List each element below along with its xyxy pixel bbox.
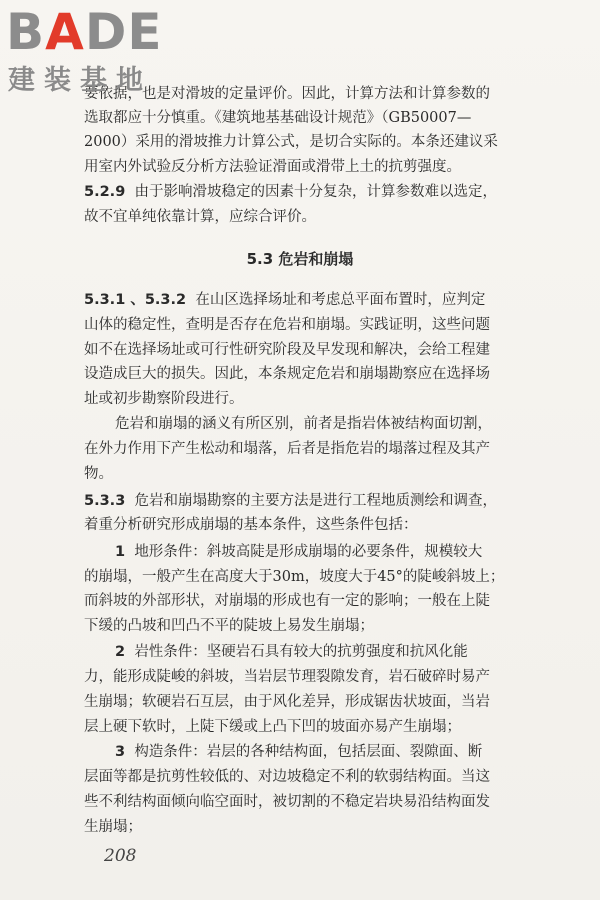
text-line: 山体的稳定性，查明是否存在危岩和崩塌。实践证明，这些问题 — [84, 317, 490, 333]
text-line: 设造成巨大的损失。因此，本条规定危岩和崩塌勘察应在选择场 — [84, 366, 490, 382]
list-item-2: 2 岩性条件：坚硬岩石具有较大的抗剪强度和抗风化能 — [115, 644, 468, 660]
text-line: 下缓的凸坡和凹凸不平的陡坡上易发生崩塌； — [84, 618, 374, 634]
text-line: 层上硬下软时，上陡下缓或上凸下凹的坡面亦易产生崩塌； — [84, 719, 461, 735]
logo-wordmark: BADE — [6, 3, 163, 61]
item-number: 3 — [115, 744, 126, 760]
item-number: 2 — [115, 644, 126, 660]
text-line: 着重分析研究形成崩塌的基本条件，这些条件包括： — [84, 517, 418, 533]
text-line: 层面等都是抗剪性较低的、对边坡稳定不利的软弱结构面。当这 — [84, 769, 490, 785]
section-heading: 5.3 危岩和崩塌 — [246, 250, 354, 268]
list-item-1: 1 地形条件：斜坡高陡是形成崩塌的必要条件，规模较大 — [115, 544, 483, 560]
text-line: 故不宜单纯依靠计算，应综合评价。 — [84, 209, 316, 225]
logo-subtitle: 建装基地 — [8, 65, 152, 96]
item-number: 1 — [115, 544, 126, 560]
text-line: 生崩塌； — [84, 819, 142, 835]
text-line: 2000）采用的滑坡推力计算公式，是切合实际的。本条还建议采 — [84, 134, 498, 150]
page-number: 208 — [104, 846, 137, 866]
text-line: 危岩和崩塌的涵义有所区别，前者是指岩体被结构面切割， — [115, 416, 492, 432]
text-line: 要依据，也是对滑坡的定量评价。因此，计算方法和计算参数的 — [84, 86, 490, 102]
clause-5-3-3: 5.3.3 危岩和崩塌勘察的主要方法是进行工程地质测绘和调查， — [84, 493, 498, 509]
text-line: 些不利结构面倾向临空面时，被切割的不稳定岩块易沿结构面发 — [84, 794, 490, 810]
text-line: 用室内外试验反分析方法验证滑面或滑带上土的抗剪强度。 — [84, 159, 461, 175]
clause-5-2-9: 5.2.9 由于影响滑坡稳定的因素十分复杂，计算参数难以选定， — [84, 184, 498, 200]
clause-number: 5.2.9 — [84, 184, 126, 200]
clause-number: 5.3.1 、5.3.2 — [84, 292, 187, 308]
text-line: 生崩塌；软硬岩石互层，由于风化差异，形成锯齿状坡面，当岩 — [84, 694, 490, 710]
text-line: 选取都应十分慎重。《建筑地基基础设计规范》（GB50007— — [84, 110, 472, 126]
clause-5-3-1: 5.3.1 、5.3.2 在山区选择场址和考虑总平面布置时，应判定 — [84, 292, 486, 308]
text-line: 力，能形成陡峻的斜坡，当岩层节理裂隙发育，岩石破碎时易产 — [84, 669, 490, 685]
text-line: 的崩塌，一般产生在高度大于30m，坡度大于45°的陡峻斜坡上； — [84, 569, 505, 585]
text-line: 物。 — [84, 466, 113, 482]
text-line: 而斜坡的外部形状，对崩塌的形成也有一定的影响；一般在上陡 — [84, 593, 490, 609]
text-line: 在外力作用下产生松动和塌落，后者是指危岩的塌落过程及其产 — [84, 441, 490, 457]
bade-logo — [6, 4, 176, 100]
list-item-3: 3 构造条件：岩层的各种结构面，包括层面、裂隙面、断 — [115, 744, 483, 760]
text-line: 如不在选择场址或可行性研究阶段及早发现和解决，会给工程建 — [84, 342, 490, 358]
text-line: 址或初步勘察阶段进行。 — [84, 391, 244, 407]
clause-number: 5.3.3 — [84, 493, 126, 509]
